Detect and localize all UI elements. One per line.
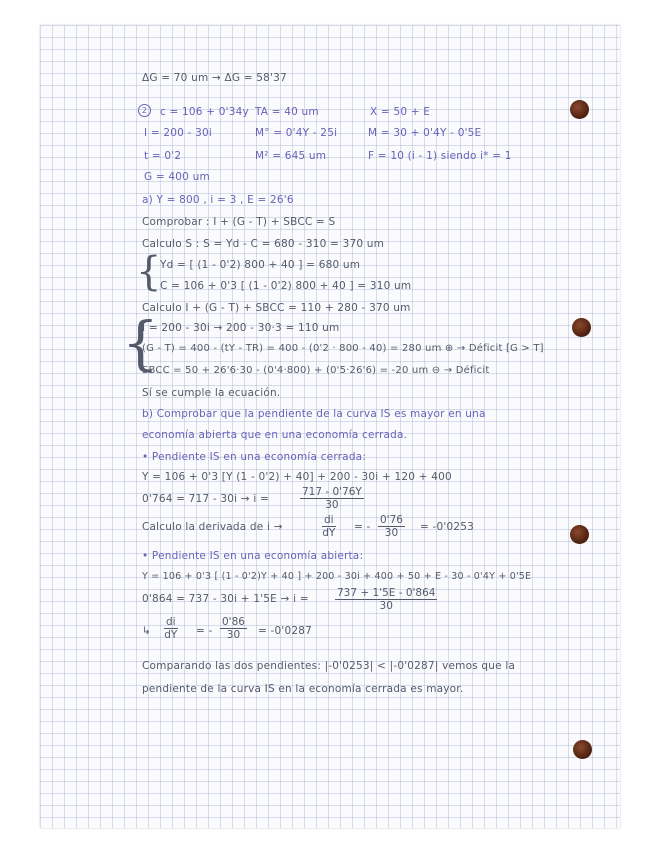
binder-hole-1 [570,100,589,119]
line-investment-calc: I = 200 - 30i → 200 - 30·3 = 110 um [142,322,340,334]
line-money-supply: M² = 645 um [255,150,327,162]
line-derivative-open-arrow: ↳ [142,625,151,637]
line-comparison: Comparando las dos pendientes: |-0'0253| < |-0'0287| vemos que la [142,660,516,672]
line-money-demand: M° = 0'4Y - 25i [255,127,338,139]
line-investment: I = 200 - 30i [144,127,212,139]
binder-hole-4 [573,740,592,759]
binder-hole-2 [572,318,591,337]
line-ta: TA = 40 um [255,106,319,118]
fraction-dy-open: dY [164,629,178,641]
line-closed-solve: 0'764 = 717 - 30i → i = [142,493,269,505]
fraction-closed-num: 717 - 0'76Y [302,486,362,498]
line-government: G = 400 um [144,171,210,183]
fraction-di-open: di [166,616,176,628]
fraction-slope-closed-num: 0'76 [380,514,403,526]
line-part-b-cont: economía abierta que en una economía cerrada. [142,429,408,441]
line-derivative-closed: Calculo la derivada de i → [142,521,283,533]
line-slope-open-result: = -0'0287 [258,625,313,637]
notebook-page [40,25,620,828]
fraction-slope-open-den: 30 [226,629,241,641]
line-imports: M = 30 + 0'4Y - 0'5E [368,127,482,139]
fraction-di-dy-open [164,616,178,641]
line-check: Comprobar : I + (G - T) + SBCC = S [142,216,336,228]
fraction-di: di [324,514,334,526]
fraction-slope-open-num: 0'86 [222,616,245,628]
line-open-heading: • Pendiente IS en una economía abierta: [142,550,364,562]
line-consumption-calc: C = 106 + 0'3 [ (1 - 0'2) 800 + 40 ] = 310 um [160,280,412,292]
fraction-slope-closed-den: 30 [384,527,399,539]
line-part-b: b) Comprobar que la pendiente de la curva IS es mayor en una [142,408,486,420]
line-disposable-income: Yd = [ (1 - 0'2) 800 + 40 ] = 680 um [160,259,361,271]
line-consumption: c = 106 + 0'34y [160,106,249,118]
line-part-a: a) Y = 800 , i = 3 , E = 26'6 [142,194,294,206]
exercise-number-circle: 2 [138,104,151,117]
fraction-slope-open [220,616,247,641]
line-public-deficit: (G - T) = 400 - (tY - TR) = 400 - (0'2 · 800 - 40) = 280 um ⊕ → Déficit [G > T] [142,343,544,354]
fraction-slope-closed [378,514,405,539]
line-derivative-open-eq: = - [196,625,213,637]
exercise-number [138,104,151,117]
fraction-dy: dY [322,527,336,539]
system-brace-1: { [136,249,162,295]
line-sum-check: Calculo I + (G - T) + SBCC = 110 + 280 - 370 um [142,302,411,314]
line-derivative-eq: = - [354,521,371,533]
line-sbcc: SBCC = 50 + 26'6·30 - (0'4·800) + (0'5·26'6) = -20 um ⊖ → Déficit [142,365,490,376]
fraction-open-i [335,587,437,612]
line-closed-equation: Y = 106 + 0'3 [Y (1 - 0'2) + 40] + 200 - 30i + 120 + 400 [142,471,452,483]
fraction-open-num: 737 + 1'5E - 0'864 [337,587,436,599]
line-conclusion-a: Sí se cumple la ecuación. [142,387,281,399]
line-slope-closed-result: = -0'0253 [420,521,475,533]
line-open-equation: Y = 106 + 0'3 [ (1 - 0'2)Y + 40 ] + 200 - 30i + 400 + 50 + E - 30 - 0'4Y + 0'5E [142,571,532,582]
fraction-open-den: 30 [379,600,393,612]
line-savings: Calculo S : S = Yd - C = 680 - 310 = 370 um [142,238,385,250]
fraction-di-dy-closed [322,514,336,539]
line-final-conclusion: pendiente de la curva IS en la economía cerrada es mayor. [142,683,464,695]
line-closed-heading: • Pendiente IS en una economía cerrada: [142,451,367,463]
line-delta-g: ΔG = 70 um → ΔG = 58'37 [142,72,287,84]
line-exports: X = 50 + E [370,106,431,118]
system-brace-2: { [122,309,159,377]
line-tax: t = 0'2 [144,150,182,162]
binder-hole-3 [570,525,589,544]
fraction-closed-den: 30 [325,499,339,511]
line-open-solve: 0'864 = 737 - 30i + 1'5E → i = [142,593,309,605]
line-capital-flows: F = 10 (i - 1) siendo i* = 1 [368,150,512,162]
fraction-closed-i [300,486,364,511]
